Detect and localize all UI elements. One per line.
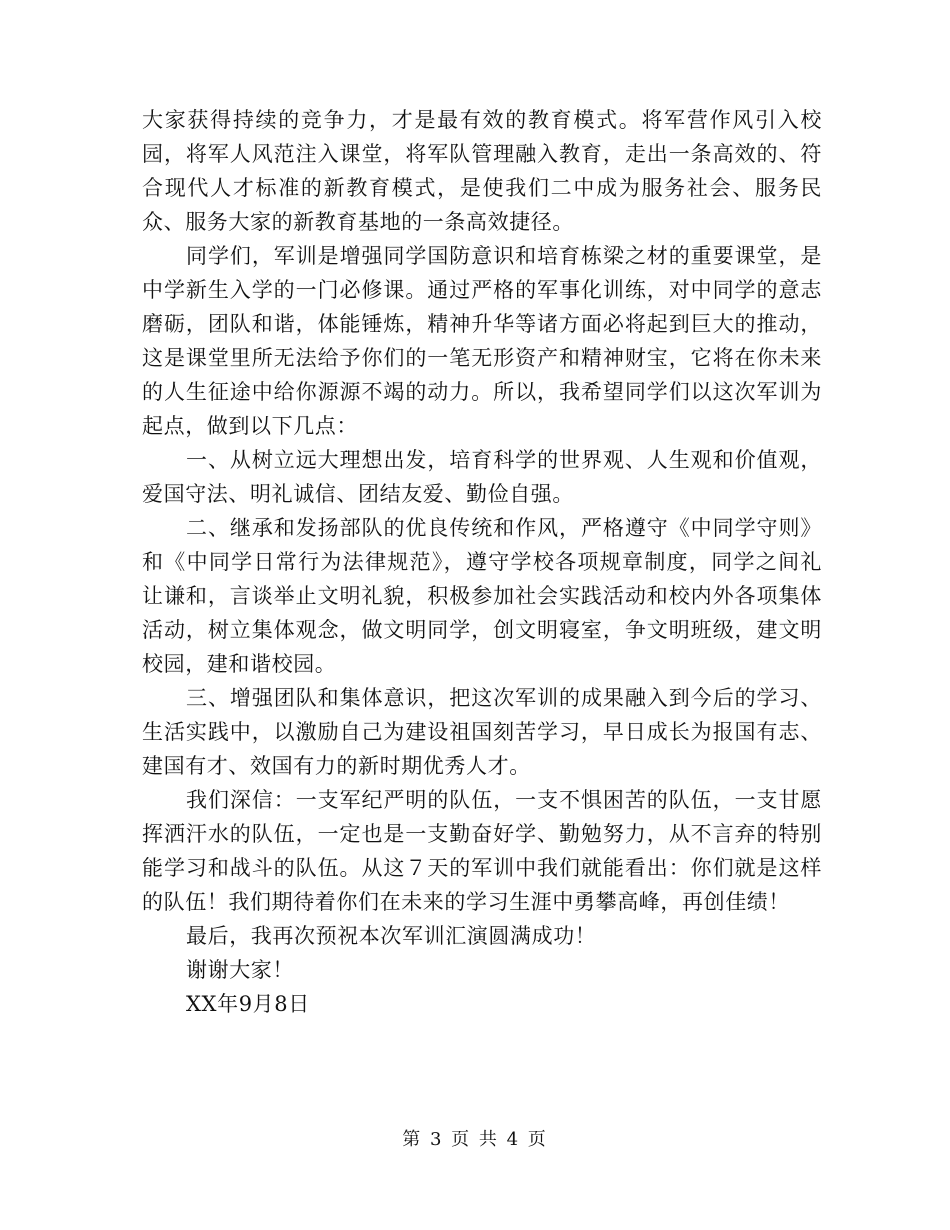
- paragraph-belief: 我们深信：一支军纪严明的队伍，一支不惧困苦的队伍，一支甘愿挥洒汗水的队伍，一定也是一支勤奋好学、勤勉努力，从不言弃的特别能学习和战斗的队伍。从这７天的军训中我们就能看出：你们就是这样的队伍！我们期待着你们在未来的学习生涯中勇攀高峰，再创佳绩！: [142, 788, 822, 914]
- paragraph-military-training: 同学们，军训是增强同学国防意识和培育栋梁之材的重要课堂，是中学新生入学的一门必修课。通过严格的军事化训练，对中同学的意志磨砺，团队和谐，体能锤炼，精神升华等诸方面必将起到巨大的推动，这是课堂里所无法给予你们的一笔无形资产和精神财宝，它将在你未来的人生征途中给你源源不竭的动力。所以，我希望同学们以这次军训为起点，做到以下几点：: [142, 244, 822, 438]
- document-body: [142, 103, 822, 1021]
- paragraph-point-two: 二、继承和发扬部队的优良传统和作风，严格遵守《中同学守则》和《中同学日常行为法律规范》，遵守学校各项规章制度，同学之间礼让谦和，言谈举止文明礼貌，积极参加社会实践活动和校内外各项集体活动，树立集体观念，做文明同学，创文明寝室，争文明班级，建文明校园，建和谐校园。: [142, 516, 822, 676]
- paragraph-point-one: 一、从树立远大理想出发，培育科学的世界观、人生观和价值观，爱国守法、明礼诚信、团结友爱、勤俭自强。: [142, 448, 822, 506]
- date-line: XX年9月8日: [186, 992, 310, 1016]
- page-number-footer: 第 3 页 共 4 页: [402, 1129, 548, 1150]
- paragraph-point-three: 三、增强团队和集体意识，把这次军训的成果融入到今后的学习、生活实践中，以激励自己为建设祖国刻苦学习，早日成长为报国有志、建国有才、效国有力的新时期优秀人才。: [142, 686, 822, 778]
- thanks-line: 谢谢大家！: [186, 958, 294, 982]
- closing-line: 最后，我再次预祝本次军训汇演圆满成功！: [186, 924, 597, 948]
- paragraph-continued: 大家获得持续的竞争力，才是最有效的教育模式。将军营作风引入校园，将军人风范注入课堂，将军队管理融入教育，走出一条高效的、符合现代人才标准的新教育模式，是使我们二中成为服务社会、服务民众、服务大家的新教育基地的一条高效捷径。: [142, 108, 822, 234]
